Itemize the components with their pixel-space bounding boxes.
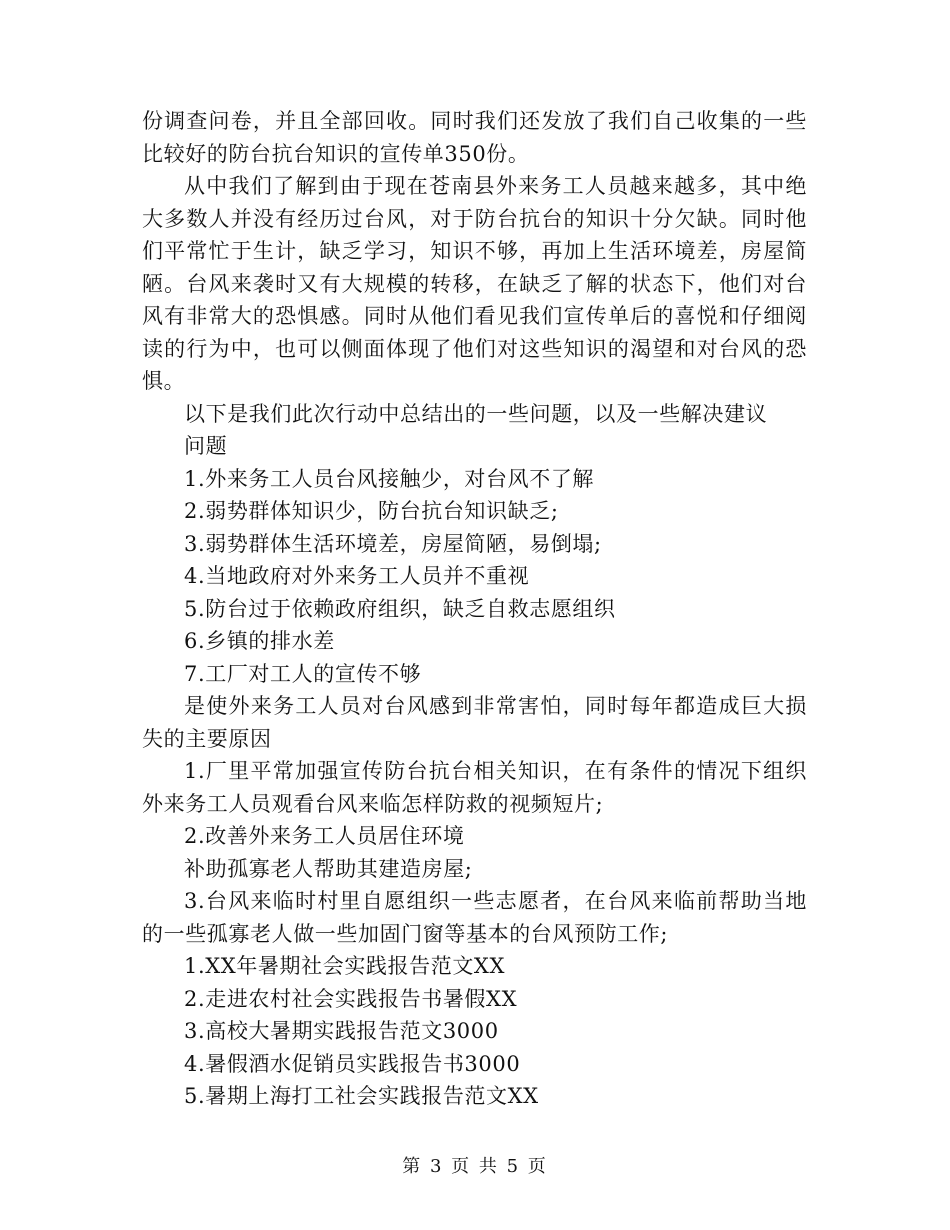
list-item-problem-7: 7.工厂对工人的宣传不够 [184,661,422,686]
related-link-3: 3.高校大暑期实践报告范文3000 [184,1019,499,1043]
paragraph-survey-result: 份调查问卷，并且全部回收。同时我们还发放了我们自己收集的一些比较好的防台抗台知识的宣传单350份。 [142,109,807,166]
paragraph-findings: 从中我们了解到由于现在苍南县外来务工人员越来越多，其中绝大多数人并没有经历过台风，对于防台抗台的知识十分欠缺。同时他们平常忙于生计，缺乏学习，知识不够，再加上生活环境差，房屋简陋。台风来袭时又有大规模的转移，在缺乏了解的状态下，他们对台风有非常大的恐惧感。同时从他们看见我们宣传单后的喜悦和仔细阅读的行为中，也可以侧面体现了他们对这些知识的渴望和对台风的恐惧。 [142,174,807,393]
list-item-problem-6: 6.乡镇的排水差 [184,629,335,653]
page-number-footer: 第 3 页 共 5 页 [402,1156,548,1177]
related-link-1: 1.XX年暑期社会实践报告范文XX [184,954,506,978]
list-item-problem-3: 3.弱势群体生活环境差，房屋简陋，易倒塌; [184,531,602,556]
list-item-suggestion-2: 2.改善外来务工人员居住环境 [184,824,465,848]
list-item-suggestion-1: 1.厂里平常加强宣传防台抗台相关知识，在有条件的情况下组织外来务工人员观看台风来临怎样防救的视频短片; [142,759,807,816]
related-link-4: 4.暑假酒水促销员实践报告书3000 [184,1051,521,1076]
paragraph-main-cause: 是使外来务工人员对台风感到非常害怕，同时每年都造成巨大损失的主要原因 [142,694,807,751]
list-item-suggestion-2-detail: 补助孤寡老人帮助其建造房屋; [184,856,473,881]
paragraph-summary-intro: 以下是我们此次行动中总结出的一些问题，以及一些解决建议 [184,401,768,426]
related-link-2: 2.走进农村社会实践报告书暑假XX [184,986,518,1011]
document-body [142,105,807,1113]
list-item-problem-5: 5.防台过于依赖政府组织，缺乏自救志愿组织 [184,596,616,621]
list-item-suggestion-3: 3.台风来临时村里自愿组织一些志愿者，在台风来临前帮助当地的一些孤寡老人做一些加固门窗等基本的台风预防工作; [142,889,807,946]
list-item-problem-4: 4.当地政府对外来务工人员并不重视 [184,564,530,588]
list-item-problem-1: 1.外来务工人员台风接触少，对台风不了解 [184,466,595,491]
related-link-5: 5.暑期上海打工社会实践报告范文XX [184,1084,539,1108]
heading-problems: 问题 [184,434,228,458]
list-item-problem-2: 2.弱势群体知识少，防台抗台知识缺乏; [184,499,559,523]
